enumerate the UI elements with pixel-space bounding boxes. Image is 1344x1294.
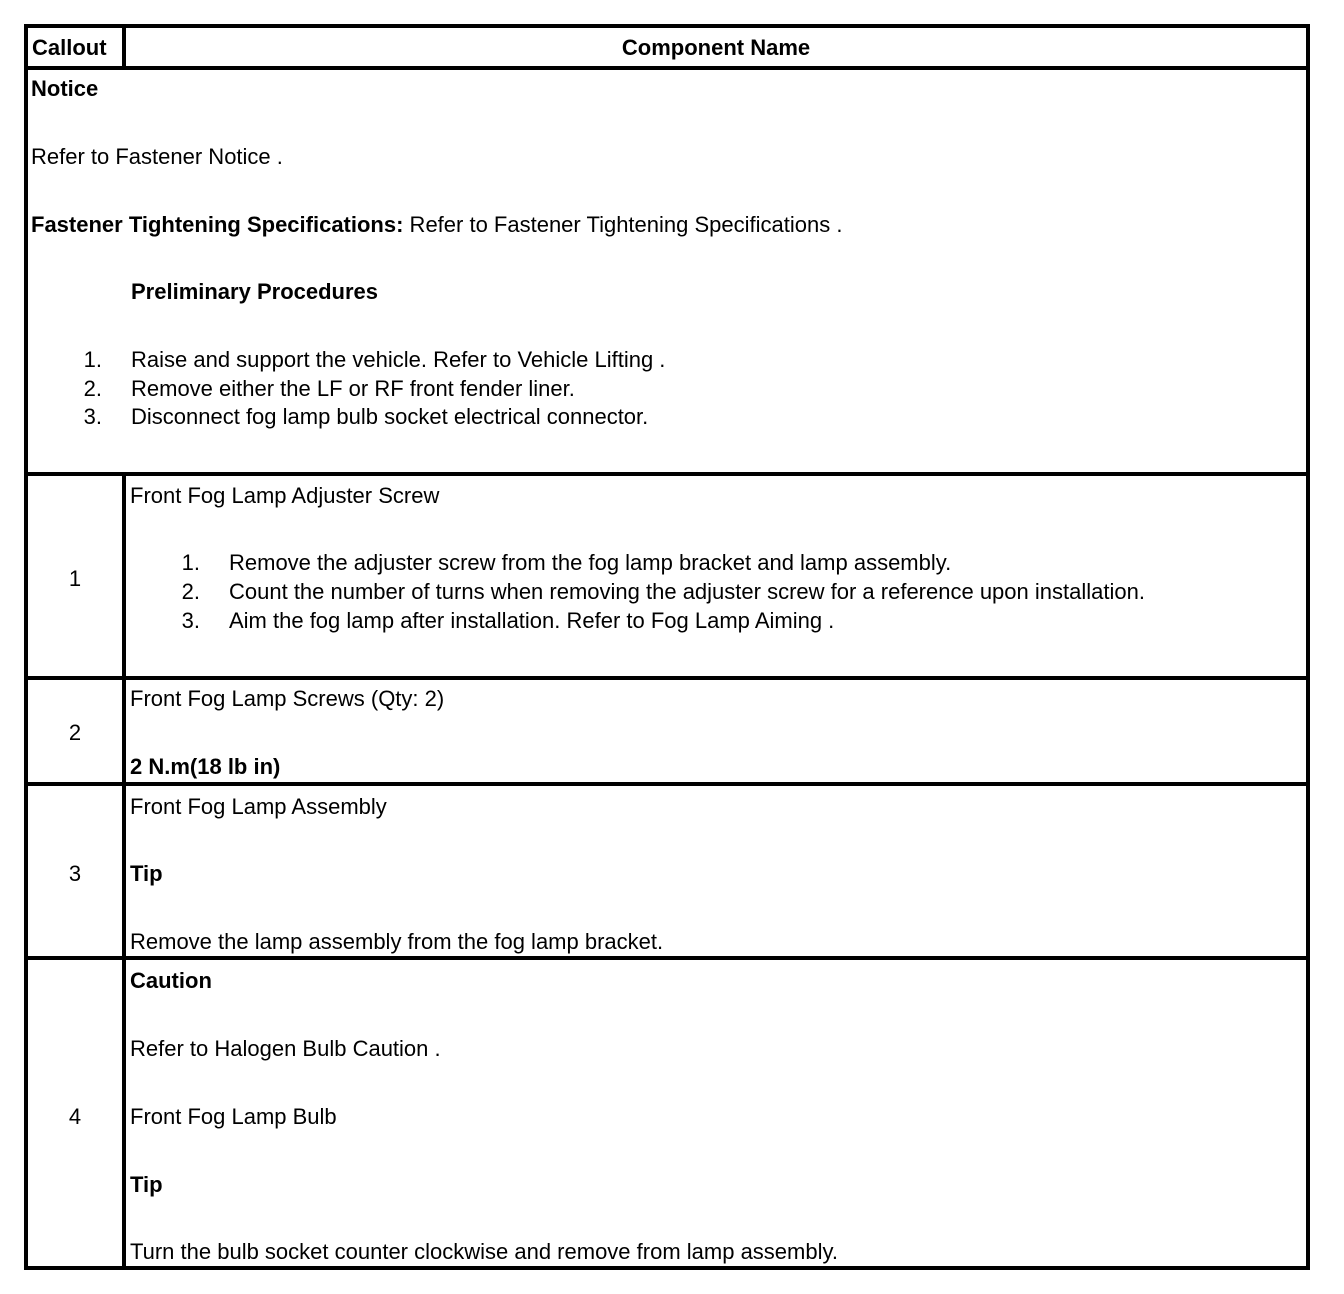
prelim-step-number: 3. — [83, 404, 102, 429]
row-4-column-divider — [122, 956, 126, 1270]
header-component-name: Component Name — [621, 35, 811, 60]
callout-number: 4 — [68, 1104, 82, 1129]
tip-text: Turn the bulb socket counter clockwise and remove from lamp assembly. — [130, 1239, 838, 1264]
tip-label: Tip — [130, 1172, 163, 1197]
step-text: Count the number of turns when removing the adjuster screw for a reference upon installation. — [229, 579, 1145, 604]
row-2-column-divider — [122, 676, 126, 786]
header-callout: Callout — [32, 35, 107, 60]
header-divider — [28, 66, 1306, 70]
tip-text: Remove the lamp assembly from the fog lamp bracket. — [130, 929, 664, 954]
step-number: 2. — [181, 579, 200, 604]
row-3-column-divider — [122, 782, 126, 958]
prelim-step-number: 2. — [83, 376, 102, 401]
component-title: Front Fog Lamp Screws (Qty: 2) — [130, 686, 445, 711]
step-number: 3. — [181, 608, 200, 633]
spec-label: Fastener Tightening Specifications: — [31, 212, 404, 237]
prelim-title: Preliminary Procedures — [131, 279, 379, 304]
notice-title: Notice — [31, 76, 99, 101]
callout-number: 3 — [68, 861, 82, 886]
row-2-divider — [28, 782, 1306, 786]
notice-text: Refer to Fastener Notice . — [31, 144, 283, 169]
step-number: 1. — [181, 550, 200, 575]
row-1-column-divider — [122, 472, 126, 680]
callout-number: 2 — [68, 720, 82, 745]
row-3-divider — [28, 956, 1306, 960]
component-title: Front Fog Lamp Assembly — [130, 794, 387, 819]
row-1-divider — [28, 676, 1306, 680]
step-text: Aim the fog lamp after installation. Refer to Fog Lamp Aiming . — [229, 608, 835, 633]
component-table — [24, 24, 1310, 1270]
prelim-step-text: Raise and support the vehicle. Refer to Vehicle Lifting . — [131, 347, 666, 372]
component-title: Front Fog Lamp Bulb — [130, 1104, 337, 1129]
prelim-step-text: Disconnect fog lamp bulb socket electrical connector. — [131, 404, 649, 429]
caution-text: Refer to Halogen Bulb Caution . — [130, 1036, 441, 1061]
caution-label: Caution — [130, 968, 212, 993]
spec-text: Refer to Fastener Tightening Specifications . — [403, 212, 843, 237]
tip-label: Tip — [130, 861, 163, 886]
prelim-step-text: Remove either the LF or RF front fender liner. — [131, 376, 575, 401]
prelim-step-number: 1. — [83, 347, 102, 372]
notice-divider — [28, 472, 1306, 476]
callout-number: 1 — [68, 566, 82, 591]
spec-line — [31, 212, 842, 238]
torque-spec: 2 N.m(18 lb in) — [130, 754, 281, 779]
component-title: Front Fog Lamp Adjuster Screw — [130, 483, 440, 508]
step-text: Remove the adjuster screw from the fog lamp bracket and lamp assembly. — [229, 550, 952, 575]
